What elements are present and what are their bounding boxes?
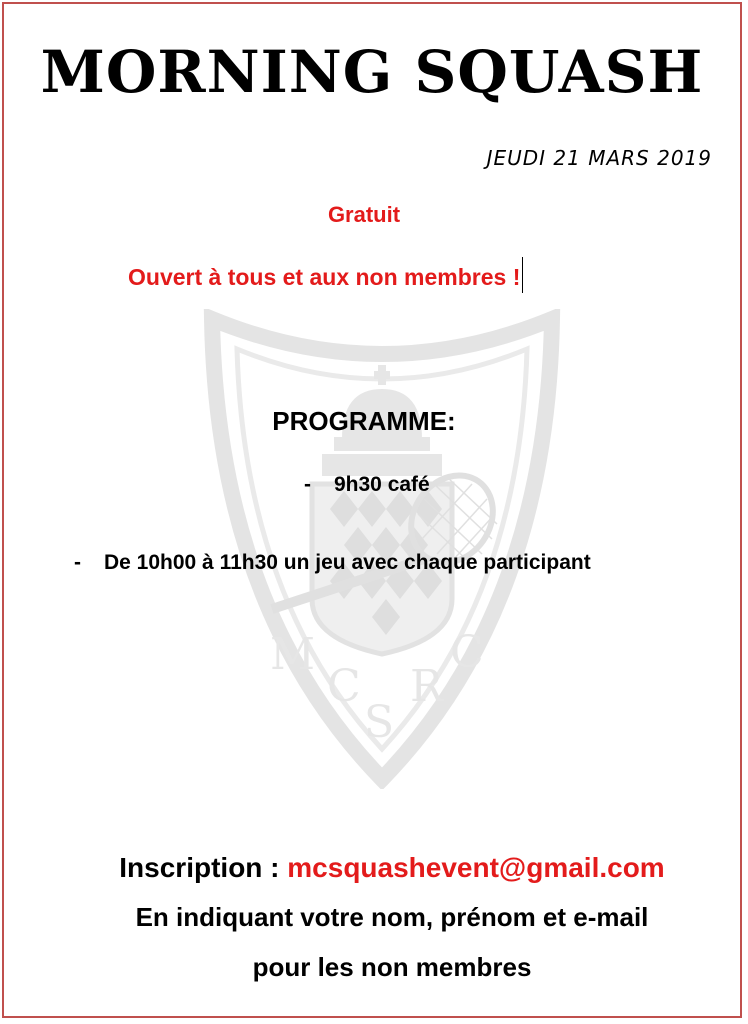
open-to-all-label: Ouvert à tous et aux non membres !	[128, 264, 521, 291]
program-item-text: De 10h00 à 11h30 un jeu avec chaque participant	[104, 551, 591, 574]
crest-letter-c-right: C	[450, 627, 484, 678]
registration-email-link[interactable]: mcsquashevent@gmail.com	[287, 852, 665, 883]
price-label: Gratuit	[327, 202, 401, 227]
event-date: JEUDI 21 MARS 2019	[486, 146, 712, 170]
list-dash: -	[304, 473, 311, 496]
flyer-title: MORNING SQUASH	[40, 38, 704, 106]
program-item	[74, 551, 591, 575]
club-crest-icon	[202, 309, 562, 789]
registration-line	[4, 852, 748, 884]
crest-letter-s: S	[364, 697, 395, 748]
program-item	[304, 473, 430, 497]
open-to-all-text	[128, 261, 523, 297]
registration-instructions-cont: pour les non membres	[252, 952, 532, 982]
crest-letter-c: C	[327, 661, 361, 712]
program-item-text: 9h30 café	[334, 473, 430, 496]
flyer-page	[2, 2, 742, 1018]
registration-instructions: En indiquant votre nom, prénom et e-mail	[135, 902, 649, 932]
crest-letter-m: M	[270, 629, 316, 680]
registration-label: Inscription :	[119, 852, 288, 883]
program-heading: PROGRAMME:	[272, 406, 456, 436]
list-dash: -	[74, 551, 81, 574]
crest-letter-r: R	[410, 661, 444, 712]
text-cursor	[522, 257, 523, 293]
